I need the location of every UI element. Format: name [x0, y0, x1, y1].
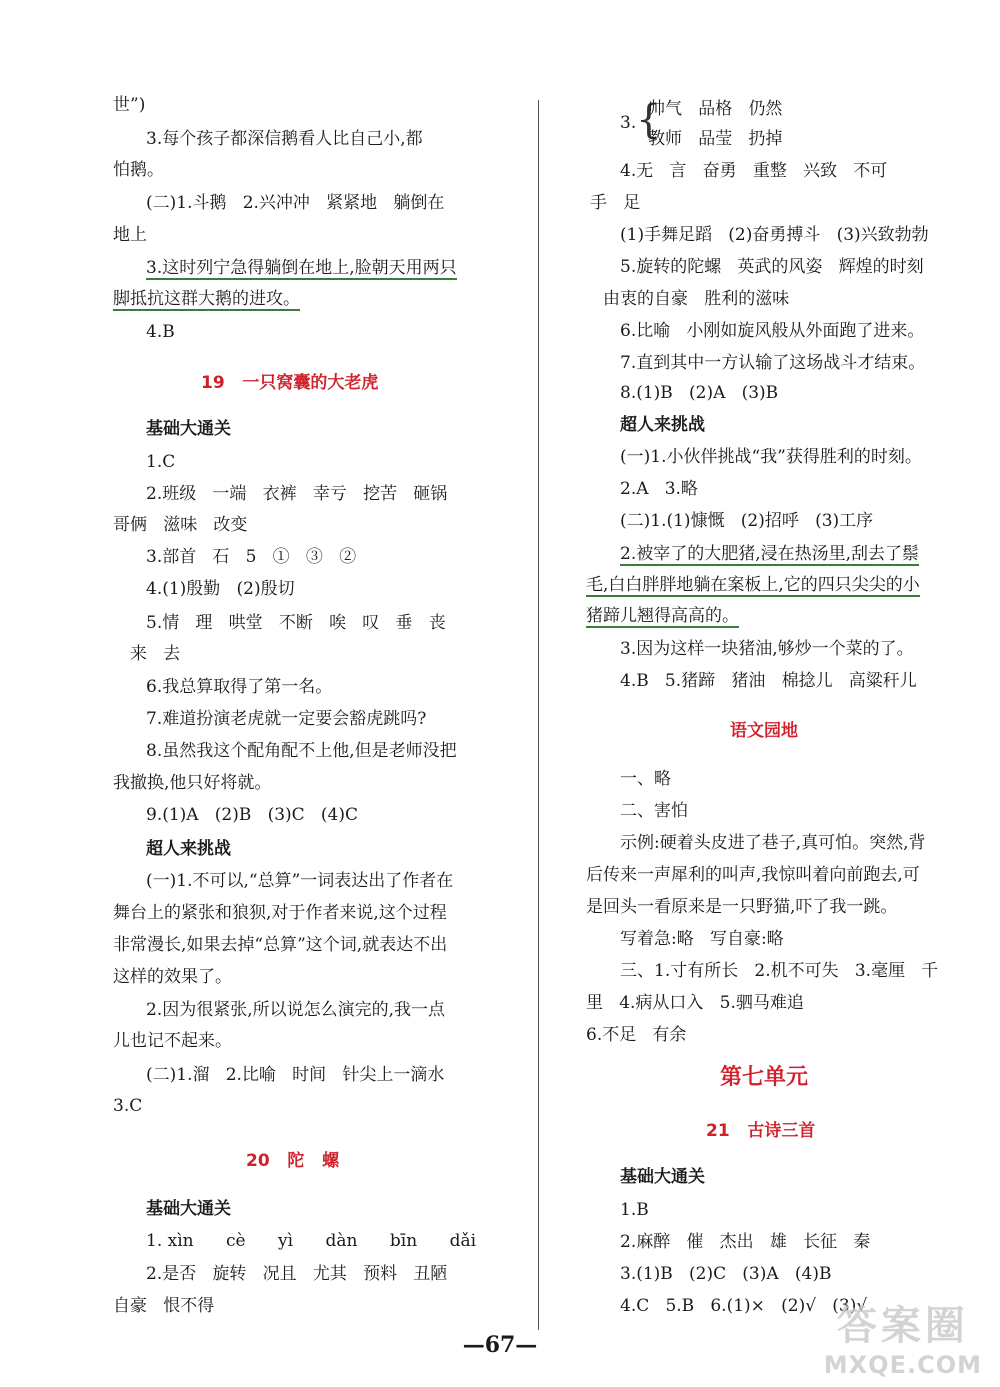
section-title-yuwen: 语文园地 [730, 721, 798, 741]
text-line: 怕鹅。 [113, 160, 164, 180]
text-line: 4.(1)殷勤 (2)殷切 [146, 579, 295, 599]
text-line: 6.我总算取得了第一名。 [146, 677, 333, 697]
text-line: 我撤换,他只好将就。 [113, 773, 272, 793]
text-line: 手 足 [590, 193, 641, 213]
text-line: 地上 [113, 225, 147, 245]
watermark [824, 1294, 982, 1379]
lesson-title-20: 20 陀 螺 [246, 1151, 340, 1171]
text-line: 哥俩 滋味 改变 [113, 515, 248, 535]
text-line: 3.这时列宁急得躺倒在地上,脸朝天用两只 [146, 258, 457, 278]
text-line: 3.因为这样一块猪油,够炒一个菜的了。 [620, 639, 914, 659]
text-line: 自豪 恨不得 [113, 1296, 215, 1316]
text-line: 7.直到其中一方认输了这场战斗才结束。 [620, 353, 926, 373]
text-line: 毛,白白胖胖地躺在案板上,它的四只尖尖的小 [586, 575, 920, 595]
text-line: 4.B 5.猪蹄 猪油 棉捻儿 高粱秆儿 [620, 671, 917, 691]
text-line: 3.每个孩子都深信鹅看人比自己小,都 [146, 129, 423, 149]
text-line: 儿也记不起来。 [113, 1031, 232, 1051]
text-line: 帅气 品格 仍然 [648, 99, 783, 119]
text-line: (二)1.(1)慷慨 (2)招呼 (3)工序 [620, 511, 874, 531]
text-line: 5.情 理 哄堂 不断 唉 叹 垂 丧 [146, 613, 446, 633]
lesson-title-19: 19 一只窝囊的大老虎 [201, 373, 379, 393]
unit-title: 第七单元 [720, 1065, 809, 1090]
text-line: (一)1.不可以,“总算”一词表达出了作者在 [146, 871, 454, 891]
text-line: 6.比喻 小刚如旋风般从外面跑了进来。 [620, 321, 925, 341]
page-number: —67— [462, 1332, 538, 1358]
text-line: 2.A 3.略 [620, 479, 698, 499]
text-line: 非常漫长,如果去掉“总算”这个词,就表达不出 [113, 935, 448, 955]
text-line: 2.麻醉 催 杰出 雄 长征 秦 [620, 1232, 871, 1252]
text-line: 2.因为很紧张,所以说怎么演完的,我一点 [146, 1000, 446, 1020]
text-line: 6.不足 有余 [586, 1025, 687, 1045]
section-heading: 超人来挑战 [620, 415, 705, 435]
text-line: 猪蹄儿翘得高高的。 [586, 606, 739, 626]
text-line: (一)1.小伙伴挑战“我”获得胜利的时刻。 [620, 447, 922, 467]
text-line: 这样的效果了。 [113, 967, 232, 987]
text-line: 后传来一声犀利的叫声,我惊叫着向前跑去,可 [586, 865, 920, 885]
brace-icon: { [636, 97, 662, 143]
text-line: 2.班级 一端 衣裤 幸亏 挖苦 砸锅 [146, 484, 448, 504]
text-line: (二)1.斗鹅 2.兴冲冲 紧紧地 躺倒在 [146, 193, 445, 213]
text-line: 二、害怕 [620, 801, 688, 821]
text-line: 来 去 [130, 644, 181, 664]
column-divider [538, 100, 539, 1330]
text-line: 脚抵抗这群大鹅的进攻。 [113, 289, 300, 309]
text-line: (二)1.溜 2.比喻 时间 针尖上一滴水 [146, 1065, 445, 1085]
text-line: 4.B [146, 322, 175, 342]
text-line: 是回头一看原来是一只野猫,吓了我一跳。 [586, 897, 898, 917]
section-heading: 基础大通关 [146, 1199, 231, 1219]
text-line: 舞台上的紧张和狼狈,对于作者来说,这个过程 [113, 903, 447, 923]
text-line: 3.(1)B (2)C (3)A (4)B [620, 1264, 832, 1284]
text-line: 7.难道扮演老虎就一定要会豁虎跳吗? [146, 709, 427, 729]
watermark-url: MXQE.COM [823, 1351, 982, 1379]
text-line: 1.C [146, 452, 176, 472]
text-line: 2.是否 旋转 况且 尤其 预料 丑陋 [146, 1264, 448, 1284]
text-line: (1)手舞足蹈 (2)奋勇搏斗 (3)兴致勃勃 [620, 225, 929, 245]
text-line: 三、1.寸有所长 2.机不可失 3.毫厘 千 [620, 961, 939, 981]
text-line: 5.旋转的陀螺 英武的风姿 辉煌的时刻 [620, 257, 924, 277]
text-line: 3. [620, 113, 637, 133]
text-line: 2.被宰了的大肥猪,浸在热汤里,刮去了鬃 [620, 544, 920, 564]
lesson-title-21: 21 古诗三首 [706, 1121, 816, 1141]
section-heading: 基础大通关 [146, 419, 231, 439]
text-line: 1.B [620, 1200, 649, 1220]
text-line: 写着急:略 写自豪:略 [620, 929, 784, 949]
text-line: 由衷的自豪 胜利的滋味 [603, 289, 790, 309]
text-line: 4.C 5.B 6.(1)× (2)√ (3)√ [620, 1296, 868, 1316]
watermark-logo: 答案圈 [836, 1303, 969, 1349]
text-line: 1. xìn cè yì dàn bīn dǎi [146, 1231, 477, 1251]
text-line: 8.虽然我这个配角配不上他,但是老师没把 [146, 741, 457, 761]
text-line: 3.C [113, 1096, 143, 1116]
text-line: 一、略 [620, 769, 671, 789]
text-line: 教师 品莹 扔掉 [648, 129, 783, 149]
text-line: 9.(1)A (2)B (3)C (4)C [146, 805, 358, 825]
section-heading: 基础大通关 [620, 1167, 705, 1187]
text-line: 4.无 言 奋勇 重整 兴致 不可 [620, 161, 888, 181]
text-line: 3.部首 石 5 ① ③ ② [146, 547, 357, 567]
text-line: 8.(1)B (2)A (3)B [620, 383, 779, 403]
text-line: 里 4.病从口入 5.驷马难追 [586, 993, 804, 1013]
section-heading: 超人来挑战 [146, 839, 231, 859]
text-line: 示例:硬着头皮进了巷子,真可怕。突然,背 [620, 833, 926, 853]
text-line: 世”) [113, 95, 146, 115]
